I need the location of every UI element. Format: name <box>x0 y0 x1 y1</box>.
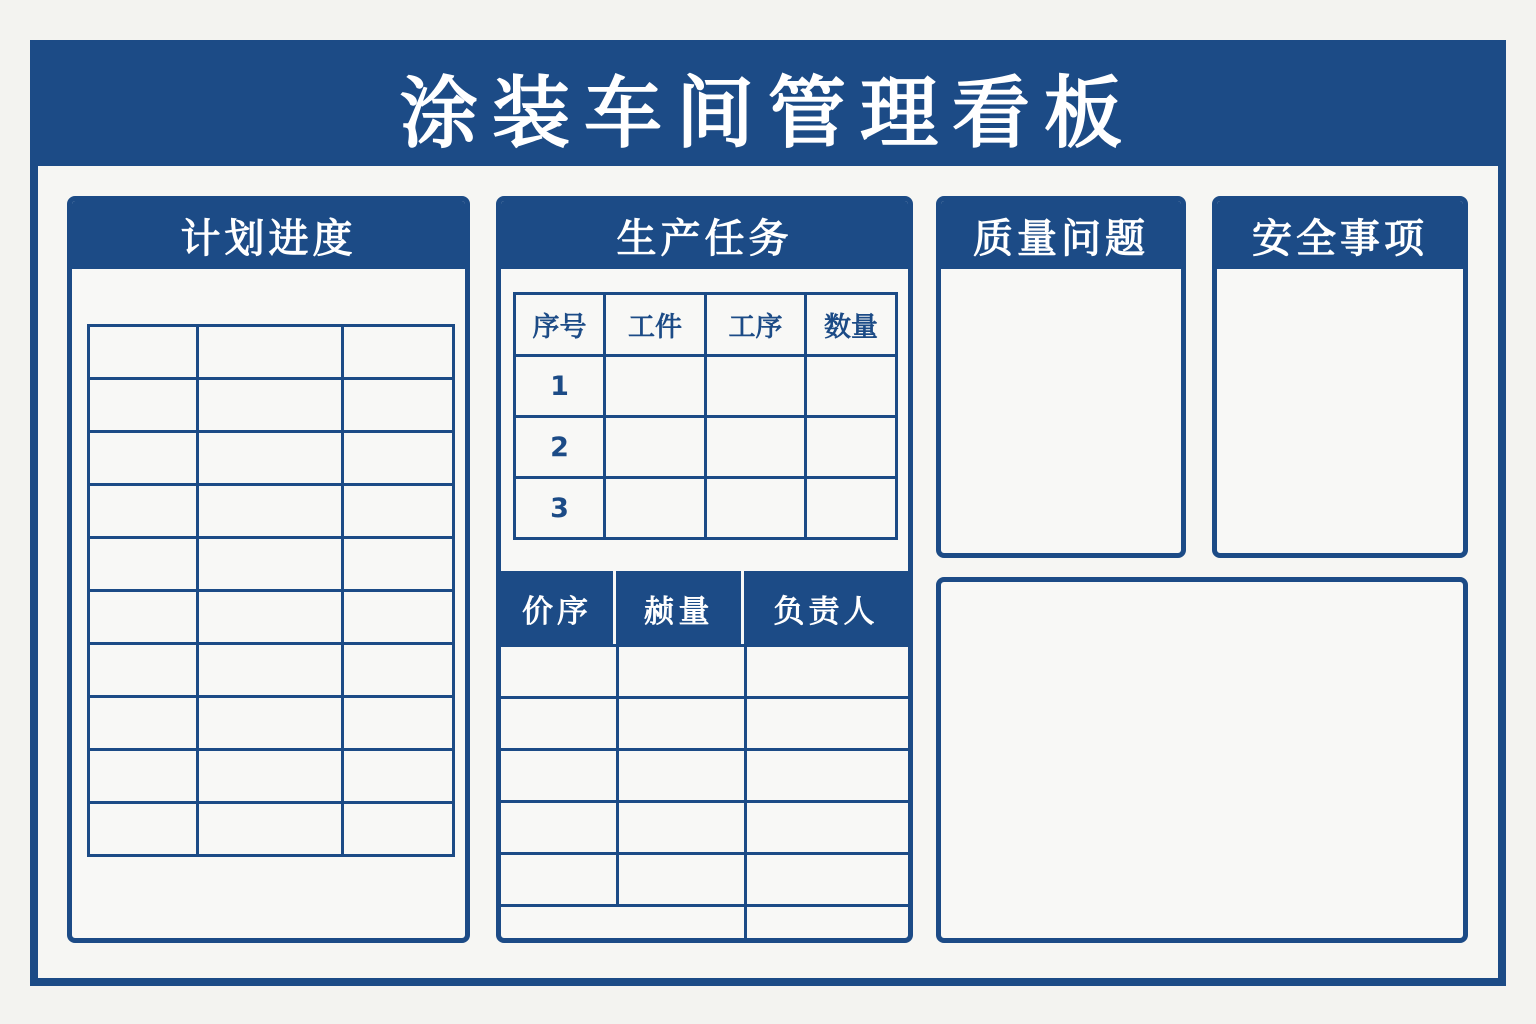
table-cell[interactable] <box>89 538 198 591</box>
table-cell[interactable] <box>746 906 913 944</box>
table-row <box>500 750 913 802</box>
table-cell[interactable] <box>618 750 746 802</box>
column-header-amount: 赪量 <box>616 571 744 645</box>
safety-items-panel <box>1212 196 1468 558</box>
column-header-index: 序号 <box>515 294 605 356</box>
table-row <box>500 646 913 698</box>
table-row <box>89 432 454 485</box>
table-cell[interactable] <box>806 478 897 539</box>
plan-progress-title: 计划进度 <box>72 201 465 269</box>
production-task-table <box>513 292 898 540</box>
table-cell[interactable] <box>89 432 198 485</box>
table-cell[interactable] <box>343 326 454 379</box>
row-number: 1 <box>515 356 605 417</box>
table-cell[interactable] <box>198 591 343 644</box>
management-board <box>30 40 1506 986</box>
assignment-table-header <box>501 571 908 645</box>
table-cell[interactable] <box>618 802 746 854</box>
table-cell[interactable] <box>500 750 618 802</box>
table-cell[interactable] <box>706 356 806 417</box>
column-header-process-order: 价序 <box>501 571 616 645</box>
table-cell[interactable] <box>198 538 343 591</box>
board-title: 涂装车间管理看板 <box>38 48 1498 166</box>
table-cell[interactable] <box>343 644 454 697</box>
table-cell[interactable] <box>343 697 454 750</box>
row-number: 2 <box>515 417 605 478</box>
table-cell[interactable] <box>618 646 746 698</box>
table-cell[interactable] <box>706 478 806 539</box>
table-row <box>89 697 454 750</box>
table-cell[interactable] <box>806 356 897 417</box>
table-cell[interactable] <box>746 854 913 906</box>
table-cell[interactable] <box>198 326 343 379</box>
table-row <box>500 802 913 854</box>
table-header-row <box>515 294 897 356</box>
table-cell[interactable] <box>89 697 198 750</box>
table-row <box>500 906 913 944</box>
table-row <box>89 485 454 538</box>
table-cell[interactable] <box>806 417 897 478</box>
plan-progress-table <box>87 324 455 857</box>
quality-issues-title: 质量问题 <box>941 201 1181 269</box>
table-cell[interactable] <box>343 485 454 538</box>
table-cell[interactable] <box>198 432 343 485</box>
table-cell[interactable] <box>198 379 343 432</box>
table-cell[interactable] <box>343 538 454 591</box>
table-cell[interactable] <box>605 478 706 539</box>
table-cell[interactable] <box>89 326 198 379</box>
table-row <box>89 326 454 379</box>
quality-issues-panel <box>936 196 1186 558</box>
table-row <box>89 644 454 697</box>
table-cell[interactable] <box>500 906 746 944</box>
table-cell[interactable] <box>618 698 746 750</box>
table-cell[interactable] <box>89 644 198 697</box>
table-cell[interactable] <box>343 591 454 644</box>
table-row <box>89 591 454 644</box>
table-cell[interactable] <box>746 750 913 802</box>
table-cell[interactable] <box>89 591 198 644</box>
table-row <box>89 803 454 856</box>
assignment-table <box>498 644 913 943</box>
table-row <box>89 379 454 432</box>
table-row <box>515 478 897 539</box>
table-cell[interactable] <box>343 803 454 856</box>
plan-progress-panel <box>67 196 470 943</box>
table-cell[interactable] <box>89 485 198 538</box>
table-cell[interactable] <box>198 485 343 538</box>
table-cell[interactable] <box>343 750 454 803</box>
table-cell[interactable] <box>500 802 618 854</box>
row-number: 3 <box>515 478 605 539</box>
table-cell[interactable] <box>343 379 454 432</box>
table-row <box>89 538 454 591</box>
table-cell[interactable] <box>500 698 618 750</box>
column-header-process: 工序 <box>706 294 806 356</box>
table-cell[interactable] <box>746 646 913 698</box>
notes-area-panel[interactable] <box>936 577 1468 943</box>
table-cell[interactable] <box>89 379 198 432</box>
table-row <box>89 750 454 803</box>
table-cell[interactable] <box>746 698 913 750</box>
table-cell[interactable] <box>618 854 746 906</box>
column-header-workpiece: 工件 <box>605 294 706 356</box>
table-cell[interactable] <box>198 750 343 803</box>
production-task-panel <box>496 196 913 943</box>
column-header-responsible: 负责人 <box>773 593 879 630</box>
table-row <box>515 417 897 478</box>
table-row <box>500 854 913 906</box>
column-header-quantity: 数量 <box>806 294 897 356</box>
table-row <box>500 698 913 750</box>
table-cell[interactable] <box>343 432 454 485</box>
table-cell[interactable] <box>198 803 343 856</box>
production-task-title: 生产任务 <box>501 201 908 269</box>
table-cell[interactable] <box>605 417 706 478</box>
table-cell[interactable] <box>500 646 618 698</box>
table-row <box>515 356 897 417</box>
table-cell[interactable] <box>746 802 913 854</box>
table-cell[interactable] <box>198 644 343 697</box>
table-cell[interactable] <box>89 803 198 856</box>
table-cell[interactable] <box>706 417 806 478</box>
table-cell[interactable] <box>605 356 706 417</box>
safety-items-title: 安全事项 <box>1217 201 1463 269</box>
table-cell[interactable] <box>500 854 618 906</box>
table-cell[interactable] <box>198 697 343 750</box>
table-cell[interactable] <box>89 750 198 803</box>
